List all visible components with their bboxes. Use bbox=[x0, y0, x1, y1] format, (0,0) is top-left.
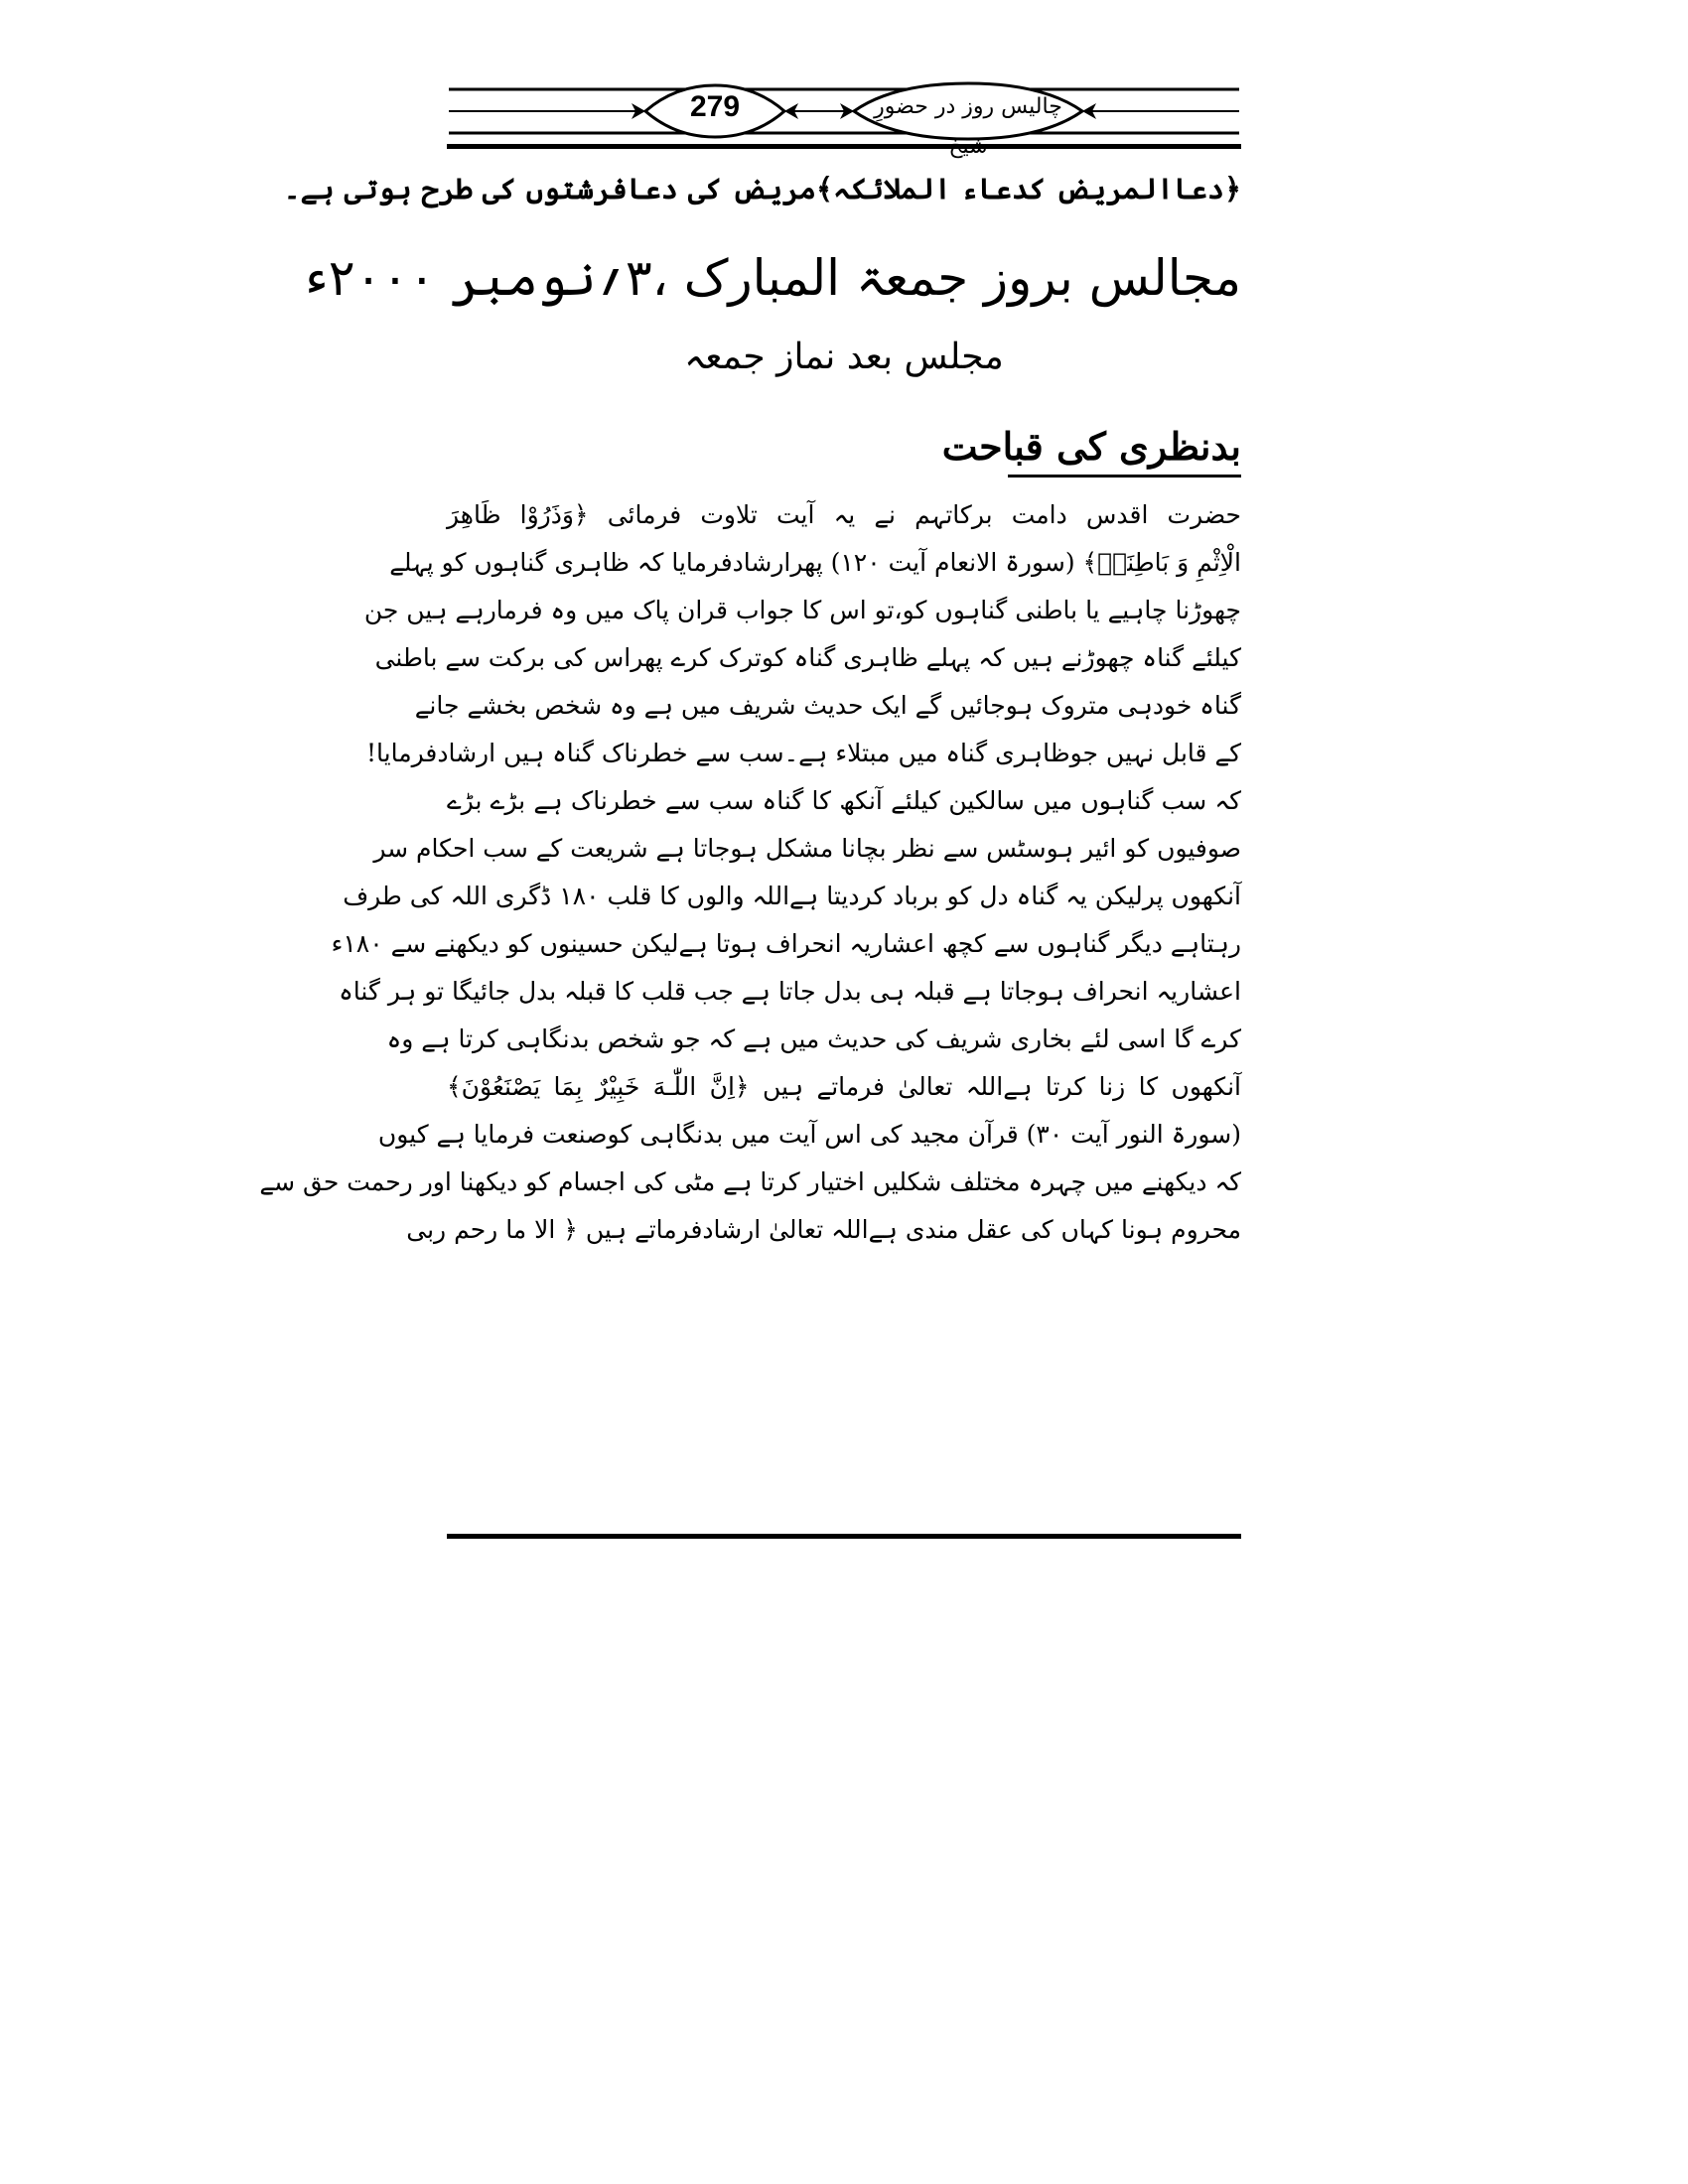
section-underline bbox=[1008, 475, 1241, 478]
page-number: 279 bbox=[689, 90, 741, 123]
running-title: چالیس روز در حضورِ bbox=[874, 94, 1062, 119]
body-line: کرے گا اسی لئے بخاری شریف کی حدیث میں ہے کہ جو شخص بدنگاہی کرتا ہے وہ bbox=[386, 1024, 1241, 1053]
session-title: مجالس بروز جمعۃ المبارک ،۳؍نومبر ۲۰۰۰ء bbox=[305, 249, 1241, 307]
body-text bbox=[259, 491, 1241, 1494]
body-line: کہ دیکھنے میں چہرہ مختلف شکلیں اختیار کرتا ہے مٹی کی اجسام کو دیکھنا اور رحمت حق سے bbox=[259, 1167, 1241, 1196]
header-ornament bbox=[447, 81, 1241, 141]
body-line: محروم ہونا کہاں کی عقل مندی ہےاللہ تعالیٰ ارشادفرماتے ہیں ﴿ الا ما رحم ربی bbox=[406, 1215, 1241, 1244]
body-line: آنکھوں پرلیکن یہ گناہ دل کو برباد کردیتا ہےاللہ والوں کا قلب ۱۸۰ ڈگری اللہ کی طرف bbox=[343, 882, 1241, 910]
body-line: صوفیوں کو ائیر ہوسٹس سے نظر بچانا مشکل ہوجاتا ہے شریعت کے سب احکام سر bbox=[373, 834, 1241, 863]
section-heading: بدنظری کی قباحت bbox=[941, 424, 1241, 469]
body-line: کے قابل نہیں جوظاہری گناہ میں مبتلاء ہے۔سب سے خطرناک گناہ ہیں ارشادفرمایا! bbox=[365, 739, 1241, 767]
session-subtitle: مجلس بعد نماز جمعہ bbox=[684, 337, 1004, 377]
body-line: چھوڑنا چاہیے یا باطنی گناہوں کو،تو اس کا جواب قران پاک میں وہ فرمارہے ہیں جن bbox=[363, 596, 1241, 624]
hadith-line: ﴿دعاالمریض کدعاء الملائکہ﴾مریض کی دعافرشتوں کی طرح ہوتی ہے۔ bbox=[283, 172, 1241, 205]
body-line: رہتاہے دیگر گناہوں سے کچھ اعشاریہ انحراف ہوتا ہےلیکن حسینوں کو دیکھنے سے ۱۸۰ء bbox=[331, 929, 1241, 958]
body-line: آنکھوں کا زنا کرتا ہےاللہ تعالیٰ فرماتے ہیں ﴿اِنَّ اللّٰـهَ خَبِيْرٌ بِمَا يَصْنَعُوْنَ﴾ bbox=[447, 1072, 1241, 1101]
body-line: حضرت اقدس دامت برکاتہم نے یہ آیت تلاوت فرمائی ﴿وَذَرُوْا ظَاهِرَ bbox=[447, 500, 1241, 529]
body-line: اعشاریہ انحراف ہوجاتا ہے قبلہ ہی بدل جاتا ہے جب قلب کا قبلہ بدل جائیگا تو ہر گناہ bbox=[339, 977, 1241, 1006]
body-line: کیلئے گناہ چھوڑنے ہیں کہ پہلے ظاہری گناہ کوترک کرے پھراس کی برکت سے باطنی bbox=[374, 643, 1241, 672]
body-line: کہ سب گناہوں میں سالکین کیلئے آنکھ کا گناہ سب سے خطرناک ہے بڑے بڑے bbox=[447, 786, 1241, 815]
header-rule bbox=[447, 144, 1241, 149]
body-line: گناہ خودہی متروک ہوجائیں گے ایک حدیث شریف میں ہے وہ شخص بخشے جانے bbox=[414, 691, 1241, 720]
page-header bbox=[447, 81, 1241, 141]
body-line: (سورۃ النور آیت ۳۰) قرآن مجید کی اس آیت میں بدنگاہی کوصنعت فرمایا ہے کیوں bbox=[377, 1120, 1241, 1149]
body-line: الْاِثْمِ وَ بَاطِنَہٗ﴾ (سورۃ الانعام آیت ۱۲۰) پھرارشادفرمایا کہ ظاہری گناہوں کو پہلے bbox=[389, 548, 1241, 577]
footer-rule bbox=[447, 1534, 1241, 1539]
